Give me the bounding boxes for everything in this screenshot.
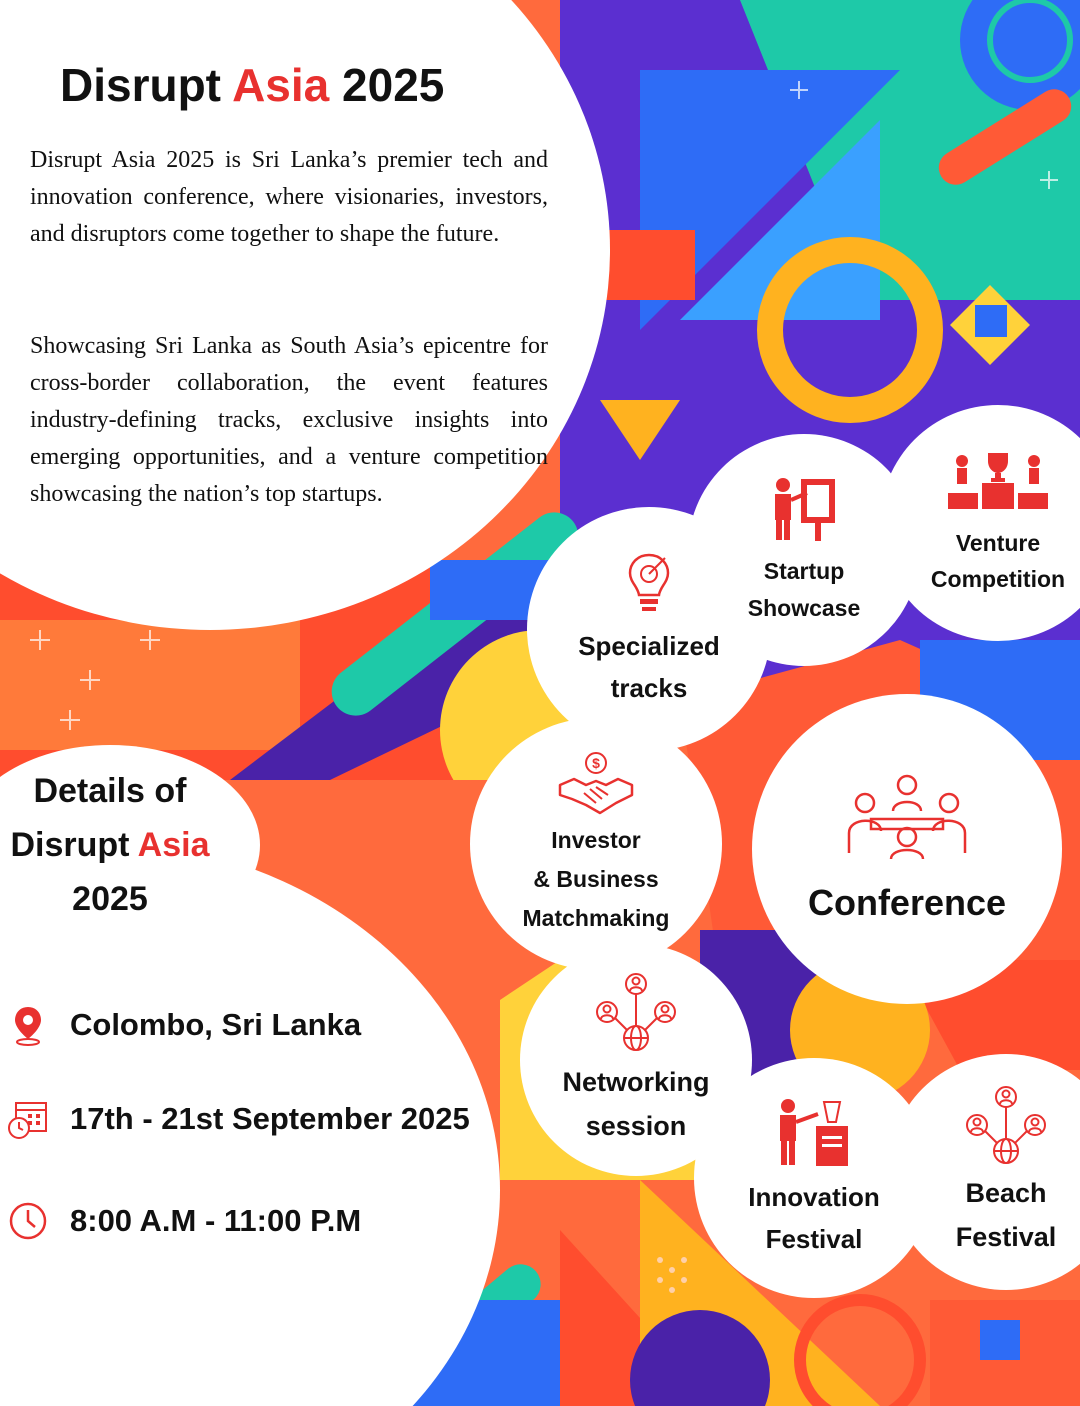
- presenter-board-icon: [767, 473, 841, 543]
- time-row: [6, 1199, 361, 1243]
- clock-icon: [6, 1199, 50, 1243]
- networking-label-1: Networking: [562, 1067, 710, 1097]
- title-part2: 2025: [342, 59, 445, 111]
- location-pin-icon: [6, 1003, 50, 1047]
- tracks-label-1: Specialized: [578, 631, 720, 661]
- dates-text: 17th - 21st September 2025: [70, 1101, 470, 1136]
- location-text: Colombo, Sri Lanka: [70, 1007, 362, 1042]
- startup-label-2: Showcase: [747, 595, 861, 621]
- calendar-clock-icon: [6, 1097, 50, 1141]
- details-title-part1: Disrupt: [10, 826, 130, 864]
- networking-label-2: session: [585, 1111, 687, 1141]
- startup-label-1: Startup: [763, 558, 845, 584]
- investor-label-1: Investor: [551, 826, 641, 853]
- beach-label-1: Beach: [965, 1178, 1047, 1208]
- venture-label-1: Venture: [955, 530, 1041, 556]
- title-accent: Asia: [232, 59, 330, 111]
- investor-label-2: & Business: [533, 865, 659, 892]
- innovation-label-1: Innovation: [748, 1182, 880, 1212]
- beach-label-2: Festival: [955, 1222, 1057, 1252]
- lightbulb-target-icon: [619, 549, 679, 619]
- tracks-label-2: tracks: [610, 673, 688, 703]
- presenter-pedestal-icon: [774, 1096, 854, 1168]
- innovation-label-2: Festival: [765, 1224, 863, 1254]
- conference-label: Conference: [807, 882, 1007, 923]
- people-network-icon: [593, 972, 679, 1054]
- details-title-line3: 2025: [72, 880, 148, 918]
- investor-label-3: Matchmaking: [522, 904, 670, 931]
- title-part1: Disrupt: [60, 59, 221, 111]
- location-row: [6, 1003, 361, 1047]
- feature-conference: [752, 694, 1062, 1004]
- details-title-accent: Asia: [137, 826, 210, 864]
- time-text: 8:00 A.M - 11:00 P.M: [70, 1203, 362, 1238]
- intro-paragraph-1: Disrupt Asia 2025 is Sri Lanka’s premier tech and innovation conference, where visionaries, investors, and disruptors come together to shape the future.: [30, 147, 548, 247]
- feature-investor-matchmaking: [470, 718, 722, 970]
- svg-text:$: $: [592, 754, 600, 771]
- intro-paragraph-2: Showcasing Sri Lanka as South Asia’s epicentre for cross-border collaboration, the event features industry-defining tracks, exclusive insights into emerging opportunities, and a venture competition showcasing the nation’s top startups.: [30, 333, 548, 507]
- people-network-icon: [963, 1085, 1049, 1167]
- venture-label-2: Competition: [930, 566, 1066, 592]
- handshake-dollar-icon: [556, 751, 636, 817]
- page-title: [60, 58, 444, 112]
- details-title-line1: Details of: [33, 772, 187, 810]
- trophy-podium-icon: [946, 449, 1050, 511]
- dates-row: [6, 1097, 470, 1141]
- meeting-table-icon: [841, 773, 973, 859]
